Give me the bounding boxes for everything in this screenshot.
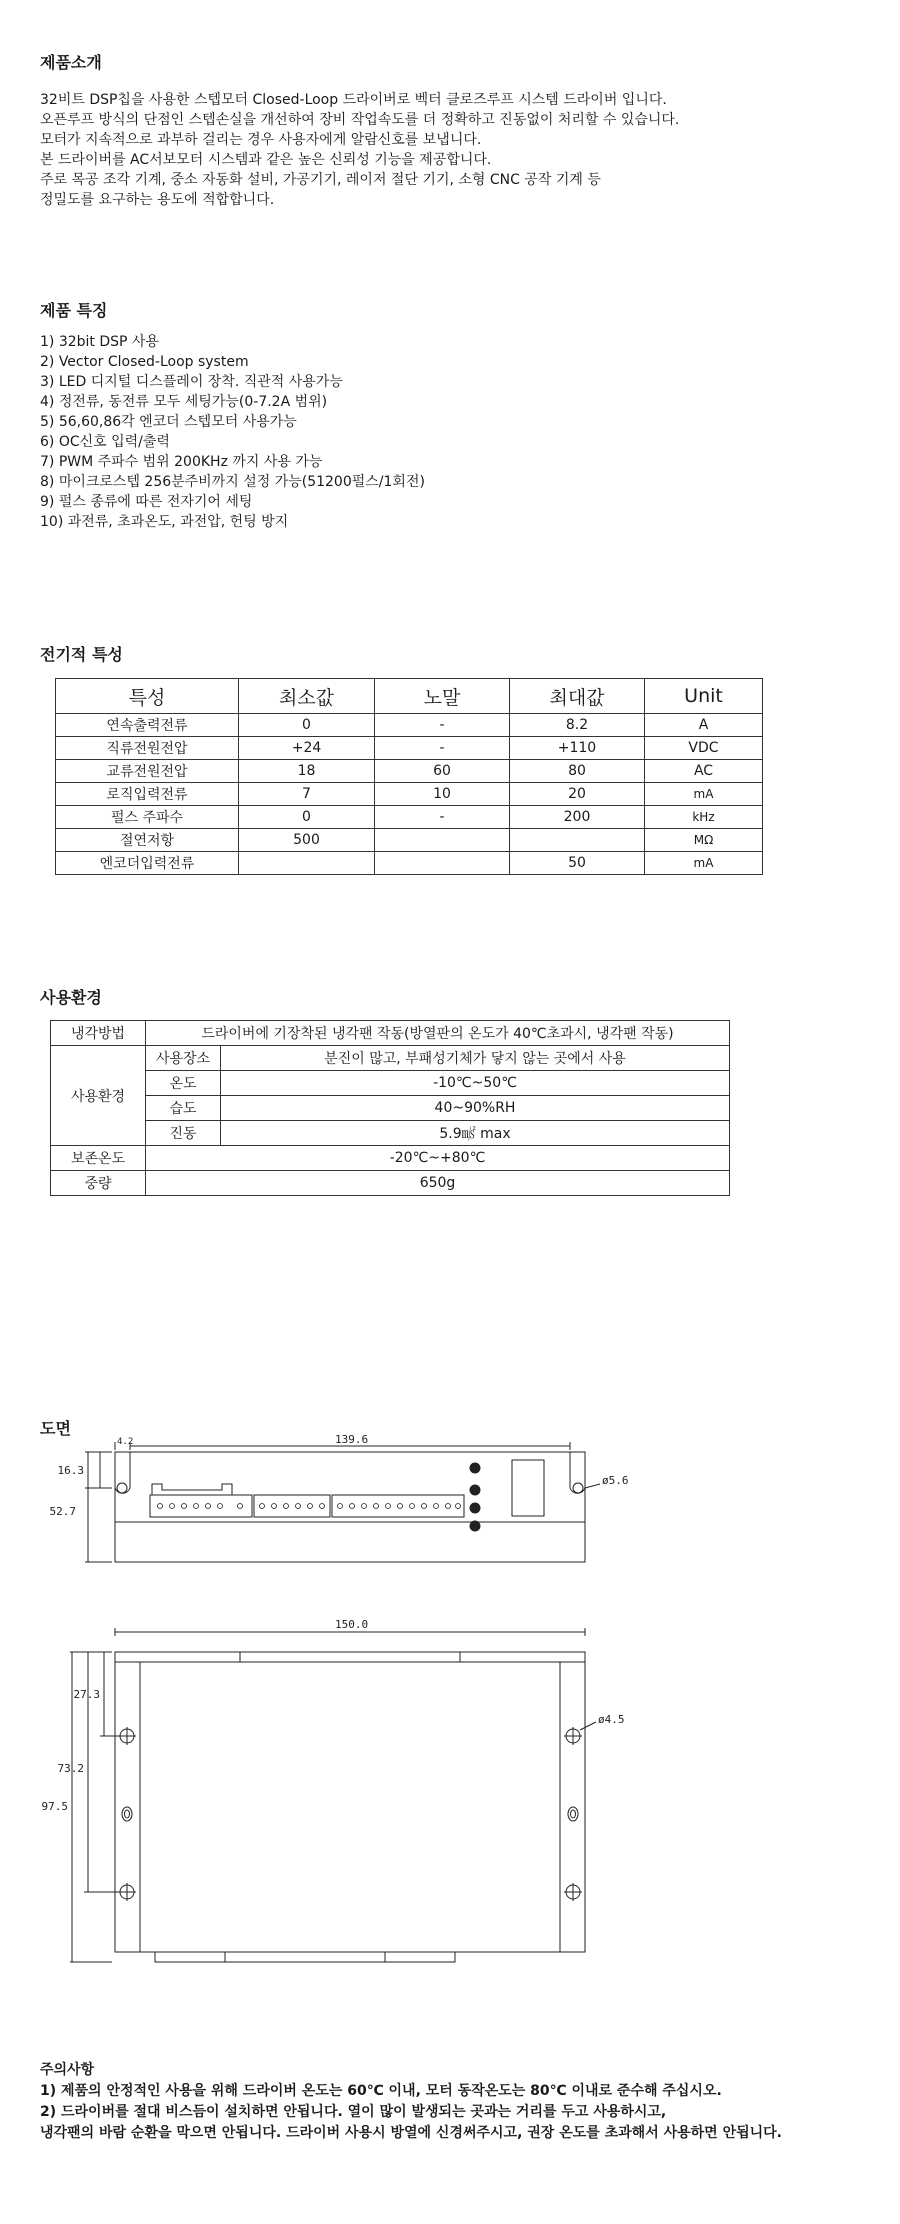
table-cell: -: [375, 806, 510, 829]
header-cell: 최소값: [239, 679, 375, 714]
table-cell: 중량: [51, 1171, 146, 1196]
dim-label: 73.2: [57, 1762, 84, 1775]
electrical-title: 전기적 특성: [40, 645, 123, 664]
table-cell: 500: [239, 829, 375, 852]
terminal-block-2: [254, 1495, 330, 1517]
dim-label: 52.7: [49, 1505, 76, 1518]
table-cell: +110: [510, 737, 645, 760]
table-row: [51, 1121, 730, 1146]
terminal-block-3: [332, 1495, 464, 1517]
table-cell: 50: [510, 852, 645, 875]
table-row: [51, 1171, 730, 1196]
feature-item: 9) 펄스 종류에 따른 전자기어 세팅: [40, 494, 253, 510]
table-cell: -20℃~+80℃: [146, 1146, 730, 1171]
table-cell: 10: [375, 783, 510, 806]
header-cell: 특성: [56, 679, 239, 714]
table-cell: kHz: [645, 806, 763, 829]
table-cell: [239, 852, 375, 875]
table-cell: 사용환경: [51, 1046, 146, 1146]
table-cell: AC: [645, 760, 763, 783]
mount-hole: [568, 1807, 578, 1821]
control-knobs: [470, 1463, 480, 1531]
intro-line: 오픈루프 방식의 단점인 스텝손실을 개선하여 장비 작업속도를 더 정확하고 진동없이 처리할 수 있습니다.: [40, 112, 680, 128]
feature-item: 10) 과전류, 초과온도, 과전압, 헌팅 방지: [40, 514, 289, 530]
top-mount-hole-right: [573, 1483, 583, 1493]
table-cell: MΩ: [645, 829, 763, 852]
table-cell: -10℃~50℃: [221, 1071, 730, 1096]
table-cell: 진동: [146, 1121, 221, 1146]
terminal-screws: [158, 1504, 461, 1509]
dim-label: ø4.5: [598, 1713, 625, 1726]
table-row: [51, 1071, 730, 1096]
table-row: [51, 1146, 730, 1171]
features-title: 제품 특징: [40, 301, 108, 320]
table-row: [56, 806, 763, 829]
table-cell: 200: [510, 806, 645, 829]
feature-item: 2) Vector Closed-Loop system: [40, 354, 249, 370]
table-cell: 60: [375, 760, 510, 783]
table-header-row: [56, 679, 763, 714]
table-cell: [375, 852, 510, 875]
table-cell: 습도: [146, 1096, 221, 1121]
dim-label: 16.3: [57, 1464, 84, 1477]
table-row: [51, 1021, 730, 1046]
dim-label: 150.0: [335, 1618, 369, 1631]
dim-label: 139.6: [335, 1433, 369, 1446]
table-cell: +24: [239, 737, 375, 760]
dim-label: 97.5: [41, 1800, 68, 1813]
front-foot: [155, 1952, 455, 1962]
feature-item: 8) 마이크로스텝 256분주비까지 설정 가능(51200펄스/1회전): [40, 474, 425, 490]
environment-title: 사용환경: [40, 988, 102, 1007]
table-cell: 40~90%RH: [221, 1096, 730, 1121]
table-cell: mA: [645, 783, 763, 806]
table-cell: 0: [239, 806, 375, 829]
table-cell: 드라이버에 기장착된 냉각팬 작동(방열판의 온도가 40℃초과시, 냉각팬 작동): [146, 1021, 730, 1046]
table-cell: mA: [645, 852, 763, 875]
feature-item: 3) LED 디지털 디스플레이 장착. 직관적 사용가능: [40, 374, 343, 390]
table-cell: -: [375, 737, 510, 760]
top-view: [85, 1442, 600, 1562]
table-cell: -: [375, 714, 510, 737]
terminal-block-1: [150, 1495, 252, 1517]
front-view-body: [115, 1652, 585, 1952]
dim-label: ø5.6: [602, 1474, 629, 1487]
table-row: [56, 714, 763, 737]
table-cell: 분진이 많고, 부패성기체가 닿지 않는 곳에서 사용: [221, 1046, 730, 1071]
feature-item: 7) PWM 주파수 범위 200KHz 까지 사용 가능: [40, 454, 323, 470]
intro-line: 모터가 지속적으로 과부하 걸리는 경우 사용자에게 알람신호를 보냅니다.: [40, 132, 482, 148]
table-cell: 직류전원전압: [56, 737, 239, 760]
header-cell: 최대값: [510, 679, 645, 714]
table-row: [56, 783, 763, 806]
table-cell: 로직입력전류: [56, 783, 239, 806]
caution-line: 1) 제품의 안정적인 사용을 위해 드라이버 온도는 60℃ 이내, 모터 동작온도는 80℃ 이내로 준수해 주십시오.: [40, 2083, 722, 2099]
electrical-spec-table: [55, 678, 763, 875]
intro-title: 제품소개: [40, 53, 102, 72]
table-cell: 20: [510, 783, 645, 806]
feature-item: 4) 정전류, 동전류 모두 세팅가능(0-7.2A 범위): [40, 394, 328, 410]
dim-label: 27.3: [73, 1688, 100, 1701]
table-cell: 18: [239, 760, 375, 783]
table-cell: 보존온도: [51, 1146, 146, 1171]
dimension-drawing: [0, 1433, 900, 2000]
table-cell: 교류전원전압: [56, 760, 239, 783]
table-cell: 80: [510, 760, 645, 783]
header-cell: 노말: [375, 679, 510, 714]
header-cell: Unit: [645, 679, 763, 714]
drawing-title: 도면: [40, 1419, 71, 1438]
table-cell: 5.9㎨ max: [221, 1121, 730, 1146]
table-cell: A: [645, 714, 763, 737]
table-cell: 7: [239, 783, 375, 806]
intro-line: 32비트 DSP칩을 사용한 스텝모터 Closed-Loop 드라이버로 벡터 클로즈루프 시스템 드라이버 입니다.: [40, 92, 667, 108]
table-cell: 650g: [146, 1171, 730, 1196]
table-cell: 냉각방법: [51, 1021, 146, 1046]
table-row: [56, 737, 763, 760]
dim-label: 4.2: [117, 1437, 134, 1447]
table-row: [51, 1046, 730, 1071]
intro-line: 주로 목공 조각 기계, 중소 자동화 설비, 가공기기, 레이저 절단 기기, 소형 CNC 공작 기계 등: [40, 172, 601, 188]
feature-item: 1) 32bit DSP 사용: [40, 334, 159, 350]
table-row: [56, 829, 763, 852]
caution-line: 냉각팬의 바람 순환을 막으면 안됩니다. 드라이버 사용시 방열에 신경써주시고, 권장 온도를 초과해서 사용하면 안됩니다.: [40, 2125, 782, 2141]
table-cell: 사용장소: [146, 1046, 221, 1071]
table-cell: 펄스 주파수: [56, 806, 239, 829]
table-row: [56, 852, 763, 875]
table-row: [51, 1096, 730, 1121]
caution-title: 주의사항: [40, 2062, 95, 2078]
intro-line: 본 드라이버를 AC서보모터 시스템과 같은 높은 신뢰성 기능을 제공합니다.: [40, 152, 492, 168]
table-cell: VDC: [645, 737, 763, 760]
environment-table: [50, 1020, 730, 1196]
display-window: [512, 1460, 544, 1516]
table-cell: [375, 829, 510, 852]
table-cell: 연속출력전류: [56, 714, 239, 737]
table-row: [56, 760, 763, 783]
top-mount-hole-left: [117, 1483, 127, 1493]
caution-line: 2) 드라이버를 절대 비스듬이 설치하면 안됩니다. 열이 많이 발생되는 곳과는 거리를 두고 사용하시고,: [40, 2104, 667, 2120]
table-cell: 0: [239, 714, 375, 737]
feature-item: 6) OC신호 입력/출력: [40, 434, 170, 450]
caution-notes: [40, 2060, 782, 2144]
intro-line: 정밀도를 요구하는 용도에 적합합니다.: [40, 192, 275, 208]
terminal-latch: [152, 1484, 232, 1495]
feature-item: 5) 56,60,86각 엔코더 스텝모터 사용가능: [40, 414, 297, 430]
intro-text: [40, 90, 679, 210]
table-cell: [510, 829, 645, 852]
front-view: [70, 1628, 596, 1962]
features-list: [40, 332, 425, 532]
table-cell: 엔코더입력전류: [56, 852, 239, 875]
table-cell: 절연저항: [56, 829, 239, 852]
table-cell: 온도: [146, 1071, 221, 1096]
table-cell: 8.2: [510, 714, 645, 737]
mount-hole: [122, 1807, 132, 1821]
